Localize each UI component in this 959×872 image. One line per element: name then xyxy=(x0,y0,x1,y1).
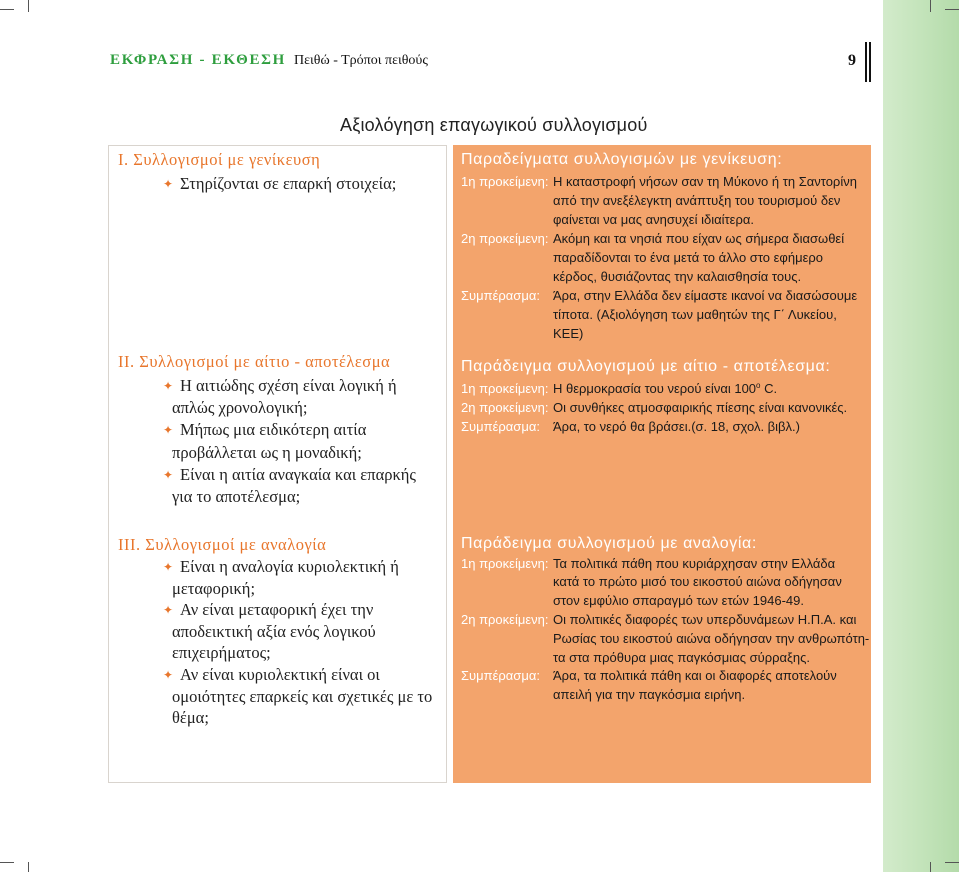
conclusion-label: Συμπέρασμα: xyxy=(461,287,540,303)
criterion-item xyxy=(172,599,446,664)
premise-line: από την ανεξέλεγκτη ανάπτυξη του τουρισμού δεν xyxy=(553,192,841,208)
conclusion-text xyxy=(553,417,871,436)
premise-1-row xyxy=(461,555,871,611)
criterion-line: Μήπως μια ειδικότερη αιτία xyxy=(180,420,367,440)
criterion-line: θέμα; xyxy=(172,708,209,728)
criterion-line: Αν είναι μεταφορική έχει την xyxy=(180,600,374,620)
criteria-generalization xyxy=(118,149,446,195)
criterion-line: Στηρίζονται σε επαρκή στοιχεία; xyxy=(180,174,397,193)
running-header xyxy=(110,49,428,71)
criteria-analogy xyxy=(118,534,446,729)
star-bullet-icon xyxy=(163,419,177,441)
crop-mark xyxy=(945,9,959,10)
criterion-line: προβάλλεται ως η μοναδική; xyxy=(172,442,362,462)
star-bullet-icon xyxy=(163,599,177,621)
premise-text xyxy=(553,229,871,286)
criterion-line: επιχειρήματος; xyxy=(172,643,271,663)
page-title: Αξιολόγηση επαγωγικού συλλογισμού xyxy=(340,115,648,135)
premise-2-row xyxy=(461,611,871,667)
premise-line xyxy=(553,379,871,398)
premise-1-row xyxy=(461,172,871,229)
conclusion-line: ΚΕΕ) xyxy=(553,325,584,341)
premise-label: 1η προκείμενη: xyxy=(461,555,549,571)
example-generalization xyxy=(461,150,871,343)
conclusion-label: Συμπέρασμα: xyxy=(461,668,540,684)
premise-line: φαίνεται να μας ανησυχεί ιδιαίτερα. xyxy=(553,211,754,227)
premise-line: τα στα πρόθυρα μιας παγκόσμιας σύρραξης. xyxy=(553,649,810,665)
example-heading: Παράδειγμα συλλογισμού με αναλογία: xyxy=(461,535,757,552)
criterion-item xyxy=(172,173,446,195)
criterion-item xyxy=(172,664,446,729)
star-bullet-icon xyxy=(163,464,177,486)
premise-label: 2η προκείμενη: xyxy=(461,230,549,246)
criterion-line: μεταφορική; xyxy=(172,578,256,598)
criterion-line: απλώς χρονολογική; xyxy=(172,398,308,418)
premise-label: 2η προκείμενη: xyxy=(461,399,549,415)
crop-mark xyxy=(0,9,14,10)
conclusion-line: Άρα, το νερό θα βράσει.(σ. 18, σχολ. βιβλ.) xyxy=(553,418,800,434)
conclusion-line: τίποτα. (Αξιολόγηση των μαθητών της Γ΄ Λυκείου, xyxy=(553,306,837,322)
criterion-line: Είναι η αιτία αναγκαία και επαρκής xyxy=(180,464,416,484)
crop-mark xyxy=(0,862,14,863)
premise-line: παραδίδονται το ένα μετά το άλλο στο εφήμερο xyxy=(553,249,823,265)
header-subtitle: Πειθώ - Τρόποι πειθούς xyxy=(294,53,428,68)
side-color-strip xyxy=(883,0,959,872)
star-bullet-icon xyxy=(163,556,177,578)
premise-text xyxy=(553,379,871,398)
section-heading: ΙΙ. Συλλογισμοί με αίτιο - αποτέλεσμα xyxy=(118,352,391,371)
criterion-item xyxy=(172,419,446,463)
premise-line: κατά το πρώτο μισό του εικοστού αιώνα οδήγησαν xyxy=(553,574,842,590)
conclusion-row xyxy=(461,417,871,436)
premise-text xyxy=(553,555,871,611)
premise-line: Ρωσίας του εικοστού αιώνα οδήγησαν την ανθρωπότη- xyxy=(553,630,870,646)
degree-superscript: o xyxy=(756,380,761,390)
premise-line: στον εμφύλιο σπαραγμό των ετών 1946-49. xyxy=(553,593,804,609)
crop-mark xyxy=(28,862,29,872)
section-heading: ΙΙΙ. Συλλογισμοί με αναλογία xyxy=(118,535,327,554)
conclusion-line: Άρα, στην Ελλάδα δεν είμαστε ικανοί να διασώσουμε xyxy=(553,287,858,303)
crop-mark xyxy=(930,862,931,872)
premise-line: Η καταστροφή νήσων σαν τη Μύκονο ή τη Σαντορίνη xyxy=(553,173,857,189)
star-bullet-icon xyxy=(163,375,177,397)
premise-2-row xyxy=(461,398,871,417)
premise-label: 2η προκείμενη: xyxy=(461,611,549,627)
header-section-title: ΕΚΦΡΑΣΗ - ΕΚΘΕΣΗ xyxy=(110,52,287,68)
example-heading: Παράδειγμα συλλογισμού με αίτιο - αποτέλεσμα: xyxy=(461,358,831,375)
criterion-line: ομοιότητες επαρκείς και σχετικές με το xyxy=(172,686,433,706)
examples-panel xyxy=(453,145,871,783)
premise-line-unit: C. xyxy=(760,380,778,396)
conclusion-text xyxy=(553,667,871,705)
criterion-item xyxy=(172,556,446,599)
premise-1-row xyxy=(461,379,871,398)
page-number-rule xyxy=(869,42,871,82)
premise-label: 1η προκείμενη: xyxy=(461,380,549,396)
page-number-rule xyxy=(865,42,867,82)
evaluation-criteria-panel xyxy=(108,145,447,783)
conclusion-line: απειλή για την παγκόσμια ειρήνη. xyxy=(553,687,746,703)
criterion-line: αποδεικτική αξία ενός λογικού xyxy=(172,621,376,641)
criteria-cause-effect xyxy=(118,351,446,508)
criterion-item xyxy=(172,375,446,419)
example-analogy xyxy=(461,534,871,705)
star-bullet-icon xyxy=(163,664,177,686)
criterion-line: Είναι η αναλογία κυριολεκτική ή xyxy=(180,557,399,576)
conclusion-text xyxy=(553,286,871,343)
premise-text xyxy=(553,611,871,667)
premise-text xyxy=(553,172,871,229)
premise-line: Τα πολιτικά πάθη που κυριάρχησαν στην Ελλάδα xyxy=(553,555,836,571)
premise-line: Οι συνθήκες ατμοσφαιρικής πίεσης είναι κανονικές. xyxy=(553,399,848,415)
page-number: 9 xyxy=(848,52,856,69)
premise-line: Ακόμη και τα νησιά που είχαν ως σήμερα διασωθεί xyxy=(553,230,845,246)
conclusion-line: Άρα, τα πολιτικά πάθη και οι διαφορές αποτελούν xyxy=(553,668,837,684)
premise-line-text: Η θερμοκρασία του νερού είναι 100 xyxy=(553,380,757,396)
premise-line: κέρδος, θυσιάζοντας την καλαισθησία τους. xyxy=(553,268,802,284)
premise-text xyxy=(553,398,871,417)
criterion-line: για το αποτέλεσμα; xyxy=(172,487,301,507)
crop-mark xyxy=(28,0,29,12)
criterion-item xyxy=(172,464,446,508)
criterion-line: Αν είναι κυριολεκτική είναι οι xyxy=(180,664,380,684)
conclusion-row xyxy=(461,667,871,705)
conclusion-row xyxy=(461,286,871,343)
crop-mark xyxy=(945,862,959,863)
premise-label: 1η προκείμενη: xyxy=(461,173,549,189)
section-heading: Ι. Συλλογισμοί με γενίκευση xyxy=(118,150,321,169)
conclusion-label: Συμπέρασμα: xyxy=(461,418,540,434)
star-bullet-icon xyxy=(163,173,177,195)
premise-line: Οι πολιτικές διαφορές των υπερδυνάμεων Η.Π.Α. και xyxy=(553,611,857,627)
example-heading: Παραδείγματα συλλογισμών με γενίκευση: xyxy=(461,151,783,168)
premise-2-row xyxy=(461,229,871,286)
crop-mark xyxy=(930,0,931,12)
criterion-line: Η αιτιώδης σχέση είναι λογική ή xyxy=(180,376,397,395)
example-cause-effect xyxy=(461,357,871,436)
